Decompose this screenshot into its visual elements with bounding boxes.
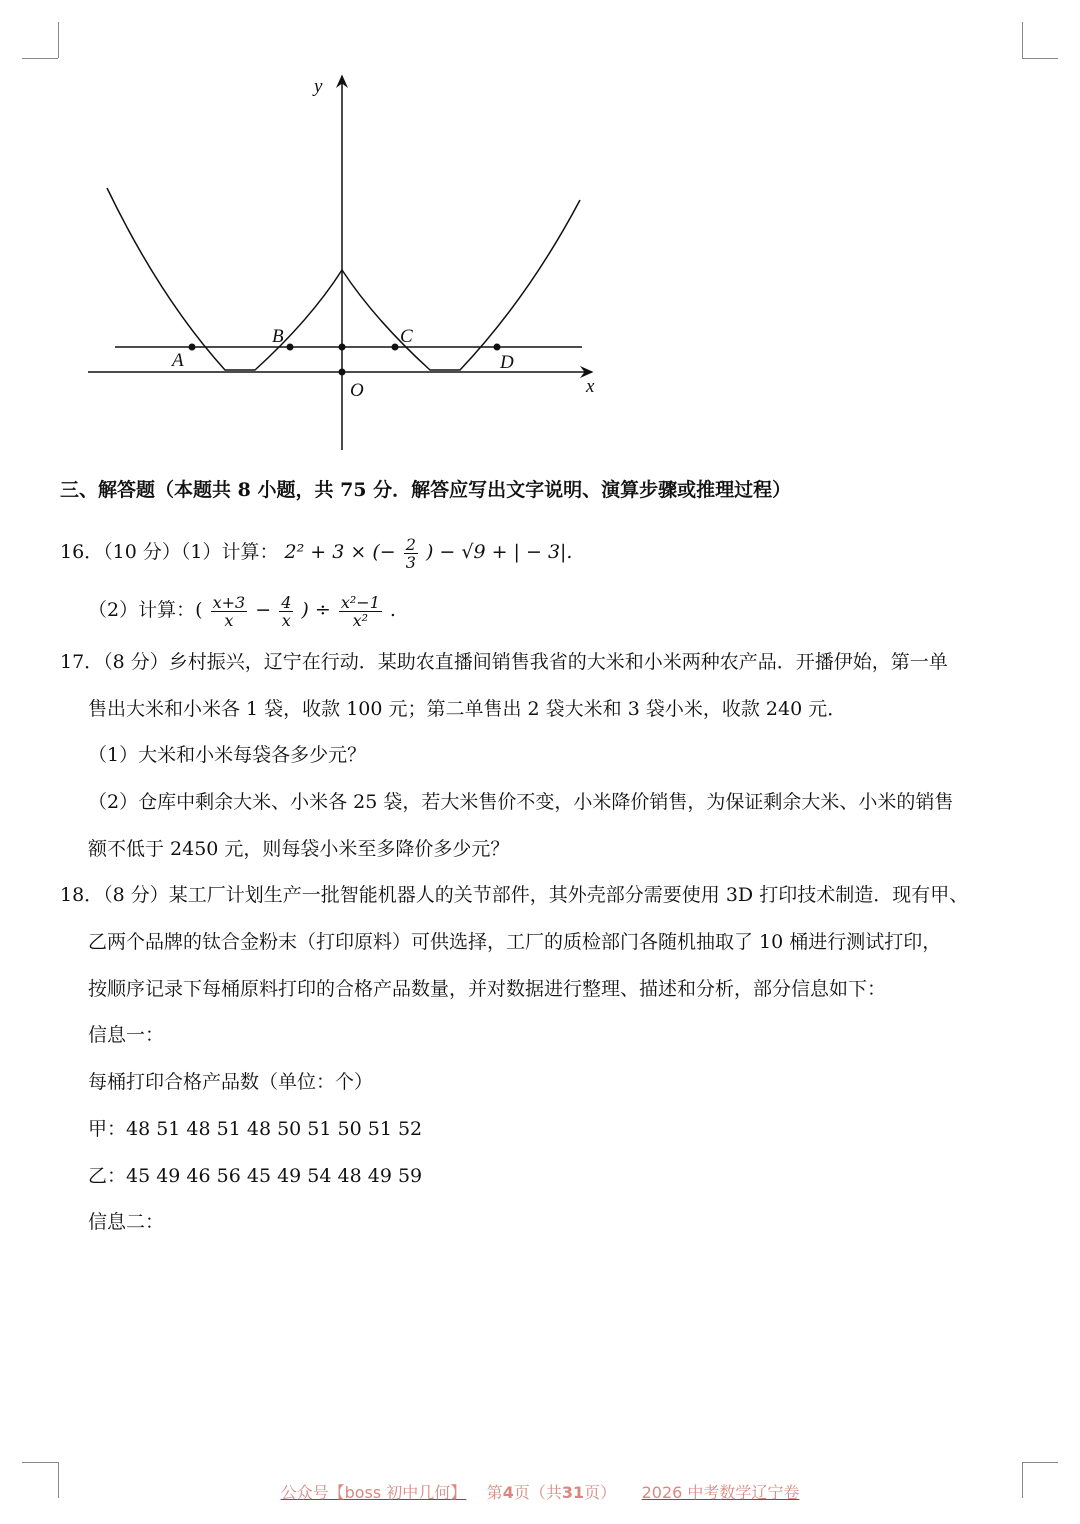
q16-frac1: $\frac{2}{3}$ (405, 534, 416, 572)
q18-info1: 信息一： (88, 1024, 165, 1046)
point-d-label: D (500, 352, 514, 373)
x-axis-label: x (586, 376, 595, 397)
q16-expr1-post: ) − √9 + | − 3|. (425, 541, 573, 563)
q16-frac4: $\frac{\text{x²−1}}{\text{x²}}$ (340, 592, 380, 630)
point-y-intersect (339, 344, 346, 351)
point-b-label: B (272, 326, 284, 347)
footer-page-info: 第4页（共31页） (486, 1483, 617, 1502)
q16-end: . (389, 599, 396, 621)
q16-div: ) ÷ (301, 599, 337, 621)
point-c (392, 344, 399, 351)
point-b (287, 344, 294, 351)
point-origin (339, 369, 346, 376)
q18-line3: 按顺序记录下每桶原料打印的合格产品数量，并对数据进行整理、描述和分析，部分信息如下： (88, 978, 887, 1000)
right-curve (342, 200, 580, 370)
crop-mark-br-h (1022, 1462, 1058, 1463)
q17-part2-line2: 额不低于 2450 元，则每袋小米至多降价多少元？ (88, 838, 510, 860)
page-footer (0, 1480, 1080, 1503)
point-d (494, 344, 501, 351)
q16-part2 (88, 590, 396, 630)
crop-mark-bl-h (22, 1462, 58, 1463)
q17-part1: （1）大米和小米每袋各多少元？ (88, 744, 367, 766)
q18-yi-data: 乙：45 49 46 56 45 49 54 48 49 59 (88, 1165, 423, 1187)
q17-part2-line1: （2）仓库中剩余大米、小米各 25 袋，若大米售价不变，小米降价销售，为保证剩余大米、小米的销售 (88, 791, 954, 813)
left-curve (107, 188, 342, 370)
section-3-title: 三、解答题（本题共 8 小题，共 75 分．解答应写出文字说明、演算步骤或推理过程） (60, 479, 792, 501)
footer-account: 公众号【boss 初中几何】 (280, 1483, 467, 1502)
function-graph (0, 0, 1080, 470)
q16-frac2: $\frac{x+3}{x}$ (212, 592, 246, 630)
q16-part1 (60, 532, 572, 572)
footer-title: 2026 中考数学辽宁卷 (641, 1483, 800, 1502)
q17-line1: 17．（8 分）乡村振兴，辽宁在行动．某助农直播间销售我省的大米和小米两种农产品．开播伊始，第一单 (60, 651, 948, 673)
q17-line2: 售出大米和小米各 1 袋，收款 100 元；第二单售出 2 袋大米和 3 袋小米，收款 240 元． (88, 698, 847, 720)
q18-jia-data: 甲：48 51 48 51 48 50 51 50 51 52 (88, 1118, 423, 1140)
q16-part2-label: （2）计算：( (88, 599, 203, 621)
q16-expr1-pre: 2² + 3 × (− (284, 541, 396, 563)
q16-frac3: $\frac{4}{x}$ (281, 592, 292, 630)
point-a (189, 344, 196, 351)
point-a-label: A (172, 350, 184, 371)
q18-info2: 信息二： (88, 1211, 165, 1233)
point-c-label: C (400, 326, 413, 347)
origin-label: O (350, 380, 364, 401)
q18-line1: 18．（8 分）某工厂计划生产一批智能机器人的关节部件，其外壳部分需要使用 3D 打印技术制造．现有甲、 (60, 884, 969, 906)
q16-minus: − (255, 599, 278, 621)
q18-line2: 乙两个品牌的钛合金粉末（打印原料）可供选择，工厂的质检部门各随机抽取了 10 桶进行测试打印， (88, 931, 942, 953)
y-axis-label: y (314, 76, 323, 97)
q16-label: 16．（10 分）（1）计算： (60, 541, 279, 563)
q18-unit-line: 每桶打印合格产品数（单位：个） (88, 1071, 374, 1093)
